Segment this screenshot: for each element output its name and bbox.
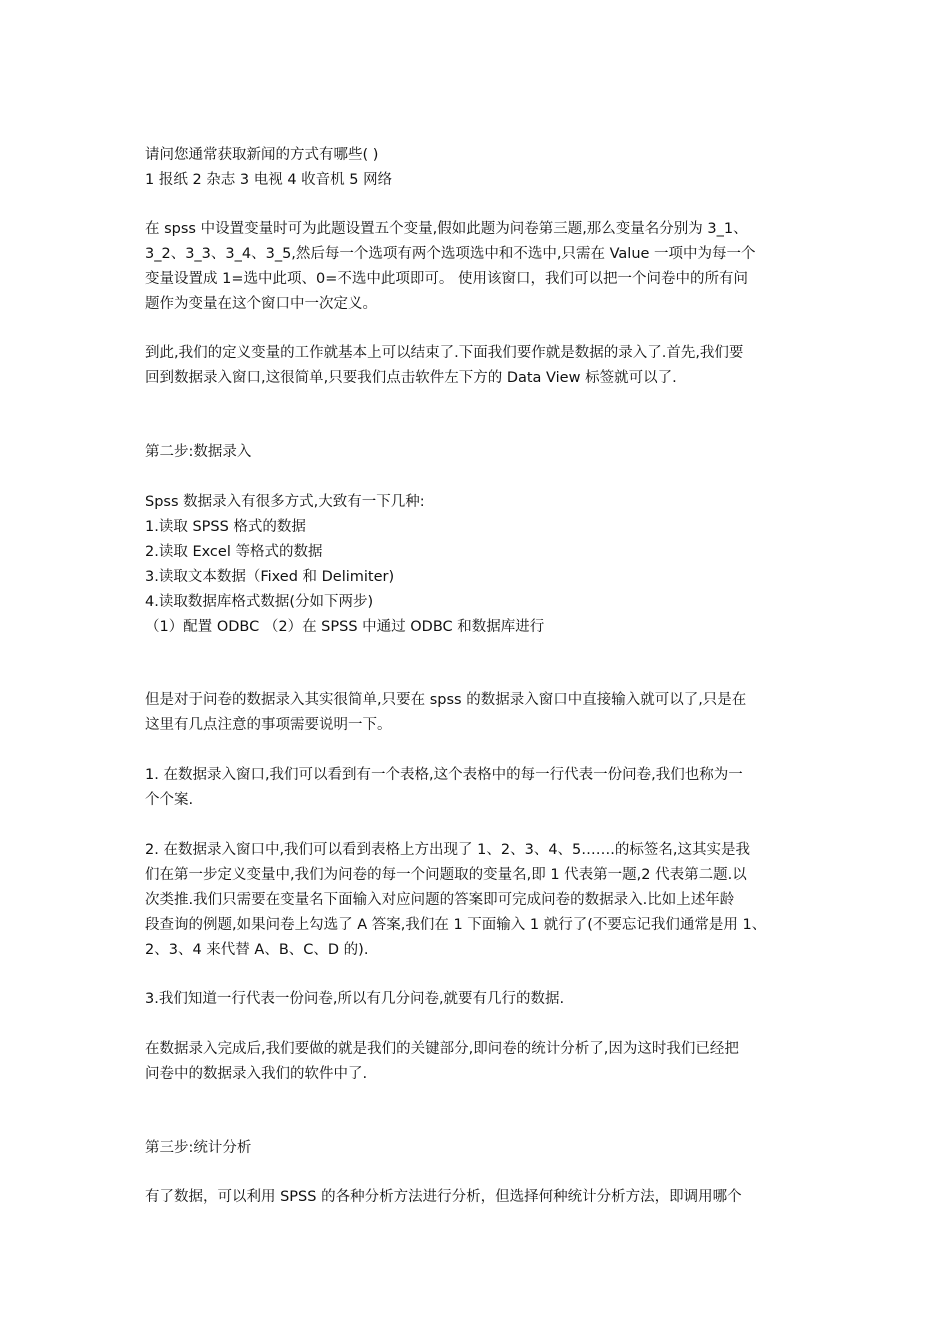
paragraph-line: 次类推.我们只需要在变量名下面输入对应问题的答案即可完成问卷的数据录入.比如上述年龄 xyxy=(145,892,735,908)
paragraph-line: 1. 在数据录入窗口,我们可以看到有一个表格,这个表格中的每一行代表一份问卷,我们也称为一 xyxy=(145,767,743,783)
paragraph-line: 2. 在数据录入窗口中,我们可以看到表格上方出现了 1、2、3、4、5…….的标签名,这其实是我 xyxy=(145,842,751,858)
question-line: 请问您通常获取新闻的方式有哪些( ) xyxy=(145,147,379,163)
paragraph-line: 个个案. xyxy=(145,792,194,808)
list-item: 3.读取文本数据（Fixed 和 Delimiter) xyxy=(145,569,395,585)
paragraph-line: 们在第一步定义变量中,我们为问卷的每一个问题取的变量名,即 1 代表第一题,2 代表第二题.以 xyxy=(145,867,747,883)
list-item: 4.读取数据库格式数据(分如下两步) xyxy=(145,594,374,610)
paragraph-line: 段查询的例题,如果问卷上勾选了 A 答案,我们在 1 下面输入 1 就行了(不要忘记我们通常是用 1、 xyxy=(145,917,767,933)
list-item: （1）配置 ODBC （2）在 SPSS 中通过 ODBC 和数据库进行 xyxy=(145,619,545,635)
section-heading: 第三步:统计分析 xyxy=(145,1140,252,1156)
paragraph-line: 到此,我们的定义变量的工作就基本上可以结束了.下面我们要作就是数据的录入了.首先,我们要 xyxy=(145,345,744,361)
paragraph-line: 问卷中的数据录入我们的软件中了. xyxy=(145,1066,368,1082)
list-item: 1.读取 SPSS 格式的数据 xyxy=(145,519,306,535)
options-line: 1 报纸 2 杂志 3 电视 4 收音机 5 网络 xyxy=(145,172,393,188)
paragraph-line: 有了数据，可以利用 SPSS 的各种分析方法进行分析，但选择何种统计分析方法，即调用哪个 xyxy=(145,1189,742,1205)
paragraph-line: 在数据录入完成后,我们要做的就是我们的关键部分,即问卷的统计分析了,因为这时我们已经把 xyxy=(145,1041,739,1057)
paragraph-line: 这里有几点注意的事项需要说明一下。 xyxy=(145,717,392,733)
paragraph-line: 3.我们知道一行代表一份问卷,所以有几分问卷,就要有几行的数据. xyxy=(145,991,565,1007)
paragraph-line: 回到数据录入窗口,这很简单,只要我们点击软件左下方的 Data View 标签就可以了. xyxy=(145,370,677,386)
paragraph-line: 题作为变量在这个窗口中一次定义。 xyxy=(145,296,377,312)
paragraph-line: 变量设置成 1=选中此项、0=不选中此项即可。 使用该窗口，我们可以把一个问卷中的所有问 xyxy=(145,271,748,287)
paragraph-line: 2、3、4 来代替 A、B、C、D 的). xyxy=(145,942,369,958)
section-heading: 第二步:数据录入 xyxy=(145,444,252,460)
list-item: 2.读取 Excel 等格式的数据 xyxy=(145,544,323,560)
paragraph-line: Spss 数据录入有很多方式,大致有一下几种: xyxy=(145,494,425,510)
paragraph-line: 3_2、3_3、3_4、3_5,然后每一个选项有两个选项选中和不选中,只需在 Value 一项中为每一个 xyxy=(145,246,756,262)
paragraph-line: 在 spss 中设置变量时可为此题设置五个变量,假如此题为问卷第三题,那么变量名分别为 3_1、 xyxy=(145,221,748,237)
paragraph-line: 但是对于问卷的数据录入其实很简单,只要在 spss 的数据录入窗口中直接输入就可以了,只是在 xyxy=(145,692,747,708)
